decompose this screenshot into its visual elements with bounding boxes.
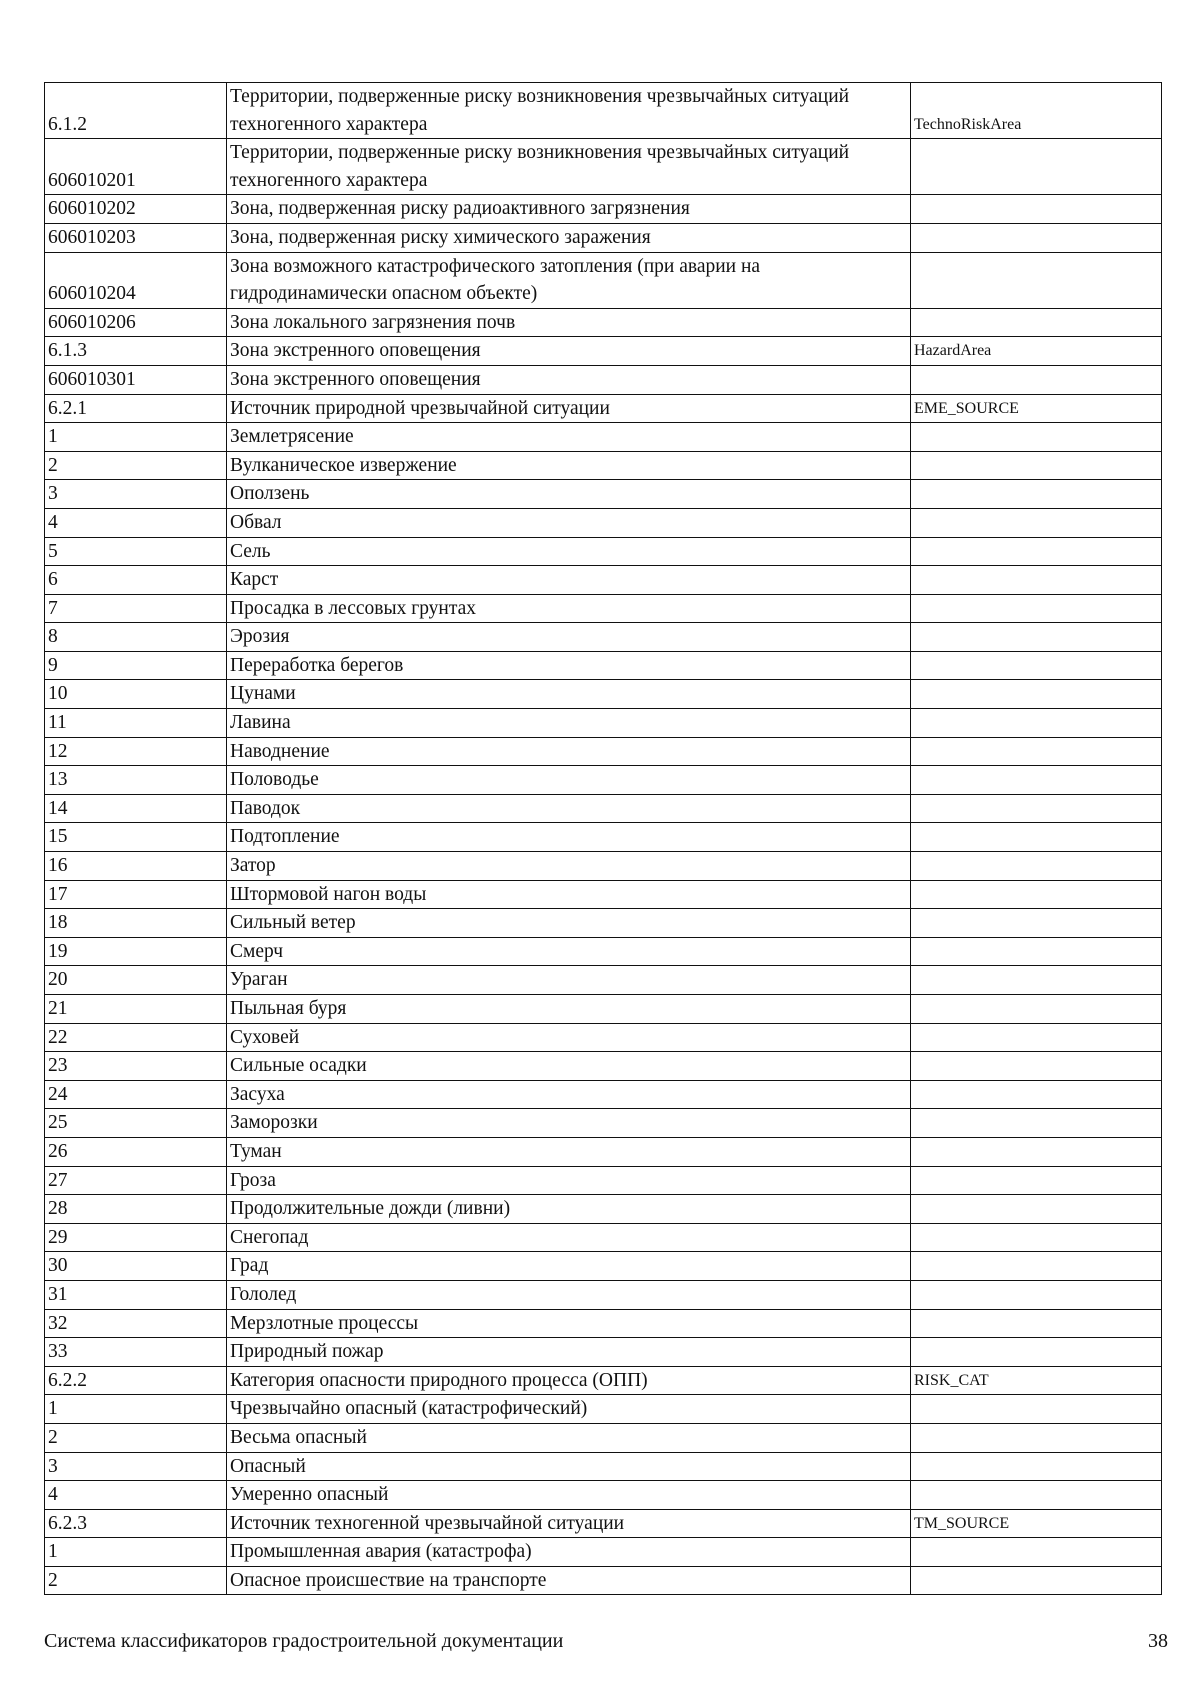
cell-layer-tag xyxy=(911,1023,1162,1052)
cell-code: 30 xyxy=(45,1252,227,1281)
table-row xyxy=(45,766,1162,795)
cell-code: 22 xyxy=(45,1023,227,1052)
table-row xyxy=(45,1109,1162,1138)
table-row xyxy=(45,1452,1162,1481)
table-row xyxy=(45,1309,1162,1338)
cell-name: Оползень xyxy=(227,480,911,509)
cell-layer-tag: TechnoRiskArea xyxy=(911,83,1162,139)
table-row xyxy=(45,1252,1162,1281)
table-row xyxy=(45,480,1162,509)
table-row xyxy=(45,680,1162,709)
table-row xyxy=(45,623,1162,652)
cell-layer-tag xyxy=(911,709,1162,738)
cell-layer-tag xyxy=(911,1566,1162,1595)
cell-name: Источник техногенной чрезвычайной ситуации xyxy=(227,1509,911,1538)
cell-code: 2 xyxy=(45,451,227,480)
cell-layer-tag xyxy=(911,1052,1162,1081)
cell-layer-tag xyxy=(911,1166,1162,1195)
cell-code: 606010301 xyxy=(45,365,227,394)
cell-layer-tag xyxy=(911,680,1162,709)
cell-code: 12 xyxy=(45,737,227,766)
cell-layer-tag xyxy=(911,1137,1162,1166)
cell-code: 23 xyxy=(45,1052,227,1081)
cell-name: Карст xyxy=(227,566,911,595)
cell-code: 6.2.2 xyxy=(45,1366,227,1395)
cell-name: Зона, подверженная риску химического заражения xyxy=(227,223,911,252)
cell-name: Вулканическое извержение xyxy=(227,451,911,480)
cell-name: Весьма опасный xyxy=(227,1423,911,1452)
cell-code: 19 xyxy=(45,937,227,966)
cell-layer-tag xyxy=(911,1080,1162,1109)
cell-layer-tag xyxy=(911,623,1162,652)
table-row xyxy=(45,1538,1162,1567)
cell-code: 6.2.3 xyxy=(45,1509,227,1538)
cell-name: Зона экстренного оповещения xyxy=(227,365,911,394)
cell-name: Землетрясение xyxy=(227,423,911,452)
table-row xyxy=(45,566,1162,595)
cell-layer-tag xyxy=(911,365,1162,394)
cell-name: Зона экстренного оповещения xyxy=(227,337,911,366)
cell-name: Туман xyxy=(227,1137,911,1166)
table-row xyxy=(45,308,1162,337)
table-row xyxy=(45,852,1162,881)
cell-name: Наводнение xyxy=(227,737,911,766)
cell-layer-tag xyxy=(911,1223,1162,1252)
classifier-table xyxy=(44,82,1162,1595)
cell-layer-tag: EME_SOURCE xyxy=(911,394,1162,423)
cell-name: Просадка в лессовых грунтах xyxy=(227,594,911,623)
table-row xyxy=(45,1080,1162,1109)
cell-name: Обвал xyxy=(227,508,911,537)
cell-name: Зона возможного катастрофического затопления (при аварии на гидродинамически опасном объекте) xyxy=(227,252,911,308)
cell-code: 606010202 xyxy=(45,195,227,224)
cell-name: Переработка берегов xyxy=(227,651,911,680)
cell-name: Цунами xyxy=(227,680,911,709)
cell-code: 31 xyxy=(45,1280,227,1309)
cell-layer-tag xyxy=(911,823,1162,852)
cell-name: Природный пожар xyxy=(227,1338,911,1367)
table-row xyxy=(45,1423,1162,1452)
cell-layer-tag xyxy=(911,423,1162,452)
cell-name: Штормовой нагон воды xyxy=(227,880,911,909)
cell-layer-tag xyxy=(911,651,1162,680)
table-row xyxy=(45,1509,1162,1538)
cell-code: 606010206 xyxy=(45,308,227,337)
table-row xyxy=(45,139,1162,195)
cell-layer-tag xyxy=(911,1195,1162,1224)
cell-code: 8 xyxy=(45,623,227,652)
cell-layer-tag xyxy=(911,1280,1162,1309)
cell-layer-tag xyxy=(911,566,1162,595)
table-row xyxy=(45,880,1162,909)
table-row xyxy=(45,337,1162,366)
cell-layer-tag xyxy=(911,880,1162,909)
cell-layer-tag xyxy=(911,1109,1162,1138)
table-row xyxy=(45,651,1162,680)
cell-name: Территории, подверженные риску возникновения чрезвычайных ситуаций техногенного характера xyxy=(227,83,911,139)
cell-code: 15 xyxy=(45,823,227,852)
cell-layer-tag xyxy=(911,195,1162,224)
table-row xyxy=(45,252,1162,308)
footer-document-title: Система классификаторов градостроительной документации xyxy=(44,1630,564,1652)
table-row xyxy=(45,508,1162,537)
table-row xyxy=(45,909,1162,938)
cell-name: Подтопление xyxy=(227,823,911,852)
cell-layer-tag xyxy=(911,1423,1162,1452)
cell-name: Гроза xyxy=(227,1166,911,1195)
table-row xyxy=(45,937,1162,966)
cell-layer-tag xyxy=(911,966,1162,995)
table-row xyxy=(45,1137,1162,1166)
cell-layer-tag: HazardArea xyxy=(911,337,1162,366)
cell-layer-tag xyxy=(911,508,1162,537)
cell-code: 1 xyxy=(45,423,227,452)
cell-layer-tag xyxy=(911,1452,1162,1481)
cell-layer-tag xyxy=(911,480,1162,509)
cell-layer-tag: RISK_CAT xyxy=(911,1366,1162,1395)
cell-code: 14 xyxy=(45,794,227,823)
cell-name: Опасное происшествие на транспорте xyxy=(227,1566,911,1595)
cell-code: 27 xyxy=(45,1166,227,1195)
cell-name: Источник природной чрезвычайной ситуации xyxy=(227,394,911,423)
cell-code: 1 xyxy=(45,1395,227,1424)
table-row xyxy=(45,423,1162,452)
cell-code: 13 xyxy=(45,766,227,795)
cell-layer-tag xyxy=(911,223,1162,252)
table-row xyxy=(45,1395,1162,1424)
cell-code: 6.2.1 xyxy=(45,394,227,423)
cell-code: 9 xyxy=(45,651,227,680)
cell-code: 4 xyxy=(45,508,227,537)
cell-code: 16 xyxy=(45,852,227,881)
cell-layer-tag xyxy=(911,1309,1162,1338)
cell-code: 11 xyxy=(45,709,227,738)
cell-code: 4 xyxy=(45,1481,227,1510)
cell-name: Град xyxy=(227,1252,911,1281)
cell-name: Пыльная буря xyxy=(227,995,911,1024)
cell-code: 18 xyxy=(45,909,227,938)
table-row xyxy=(45,1566,1162,1595)
classifier-table-body xyxy=(45,83,1162,1595)
cell-name: Лавина xyxy=(227,709,911,738)
cell-layer-tag xyxy=(911,252,1162,308)
cell-layer-tag xyxy=(911,1481,1162,1510)
table-row xyxy=(45,451,1162,480)
table-row xyxy=(45,1195,1162,1224)
cell-code: 5 xyxy=(45,537,227,566)
table-row xyxy=(45,83,1162,139)
table-row xyxy=(45,223,1162,252)
cell-code: 3 xyxy=(45,480,227,509)
cell-code: 606010201 xyxy=(45,139,227,195)
cell-layer-tag xyxy=(911,537,1162,566)
cell-code: 24 xyxy=(45,1080,227,1109)
cell-name: Снегопад xyxy=(227,1223,911,1252)
cell-layer-tag xyxy=(911,308,1162,337)
cell-layer-tag xyxy=(911,451,1162,480)
cell-code: 33 xyxy=(45,1338,227,1367)
cell-code: 20 xyxy=(45,966,227,995)
cell-code: 7 xyxy=(45,594,227,623)
cell-code: 606010204 xyxy=(45,252,227,308)
cell-layer-tag: TM_SOURCE xyxy=(911,1509,1162,1538)
table-row xyxy=(45,1481,1162,1510)
table-row xyxy=(45,1338,1162,1367)
table-row xyxy=(45,1166,1162,1195)
table-row xyxy=(45,537,1162,566)
table-row xyxy=(45,1223,1162,1252)
table-row xyxy=(45,966,1162,995)
cell-name: Сильные осадки xyxy=(227,1052,911,1081)
cell-code: 606010203 xyxy=(45,223,227,252)
cell-name: Гололед xyxy=(227,1280,911,1309)
table-row xyxy=(45,709,1162,738)
cell-code: 2 xyxy=(45,1423,227,1452)
cell-name: Умеренно опасный xyxy=(227,1481,911,1510)
cell-code: 6.1.3 xyxy=(45,337,227,366)
cell-name: Промышленная авария (катастрофа) xyxy=(227,1538,911,1567)
table-row xyxy=(45,794,1162,823)
cell-layer-tag xyxy=(911,1538,1162,1567)
cell-code: 1 xyxy=(45,1538,227,1567)
cell-layer-tag xyxy=(911,1395,1162,1424)
cell-layer-tag xyxy=(911,995,1162,1024)
cell-name: Эрозия xyxy=(227,623,911,652)
cell-code: 10 xyxy=(45,680,227,709)
cell-code: 6 xyxy=(45,566,227,595)
table-row xyxy=(45,594,1162,623)
cell-name: Засуха xyxy=(227,1080,911,1109)
cell-layer-tag xyxy=(911,852,1162,881)
cell-layer-tag xyxy=(911,1338,1162,1367)
cell-name: Суховей xyxy=(227,1023,911,1052)
cell-name: Чрезвычайно опасный (катастрофический) xyxy=(227,1395,911,1424)
cell-name: Опасный xyxy=(227,1452,911,1481)
cell-code: 26 xyxy=(45,1137,227,1166)
table-row xyxy=(45,1280,1162,1309)
cell-layer-tag xyxy=(911,794,1162,823)
cell-name: Половодье xyxy=(227,766,911,795)
cell-code: 32 xyxy=(45,1309,227,1338)
cell-name: Затор xyxy=(227,852,911,881)
cell-name: Ураган xyxy=(227,966,911,995)
cell-name: Зона локального загрязнения почв xyxy=(227,308,911,337)
table-row xyxy=(45,365,1162,394)
cell-layer-tag xyxy=(911,594,1162,623)
cell-layer-tag xyxy=(911,937,1162,966)
cell-code: 17 xyxy=(45,880,227,909)
table-row xyxy=(45,195,1162,224)
cell-code: 6.1.2 xyxy=(45,83,227,139)
table-row xyxy=(45,394,1162,423)
cell-layer-tag xyxy=(911,909,1162,938)
cell-code: 29 xyxy=(45,1223,227,1252)
cell-code: 25 xyxy=(45,1109,227,1138)
table-row xyxy=(45,1052,1162,1081)
cell-code: 21 xyxy=(45,995,227,1024)
cell-name: Сильный ветер xyxy=(227,909,911,938)
cell-code: 3 xyxy=(45,1452,227,1481)
table-row xyxy=(45,1366,1162,1395)
table-row xyxy=(45,1023,1162,1052)
table-row xyxy=(45,995,1162,1024)
cell-name: Зона, подверженная риску радиоактивного загрязнения xyxy=(227,195,911,224)
table-row xyxy=(45,823,1162,852)
table-row xyxy=(45,737,1162,766)
cell-name: Мерзлотные процессы xyxy=(227,1309,911,1338)
cell-layer-tag xyxy=(911,139,1162,195)
cell-code: 2 xyxy=(45,1566,227,1595)
cell-layer-tag xyxy=(911,737,1162,766)
cell-name: Паводок xyxy=(227,794,911,823)
cell-name: Категория опасности природного процесса (ОПП) xyxy=(227,1366,911,1395)
cell-code: 28 xyxy=(45,1195,227,1224)
cell-name: Продолжительные дожди (ливни) xyxy=(227,1195,911,1224)
cell-name: Смерч xyxy=(227,937,911,966)
cell-layer-tag xyxy=(911,1252,1162,1281)
footer-page-number: 38 xyxy=(1148,1630,1168,1652)
cell-name: Территории, подверженные риску возникновения чрезвычайных ситуаций техногенного характера xyxy=(227,139,911,195)
cell-layer-tag xyxy=(911,766,1162,795)
cell-name: Заморозки xyxy=(227,1109,911,1138)
cell-name: Сель xyxy=(227,537,911,566)
